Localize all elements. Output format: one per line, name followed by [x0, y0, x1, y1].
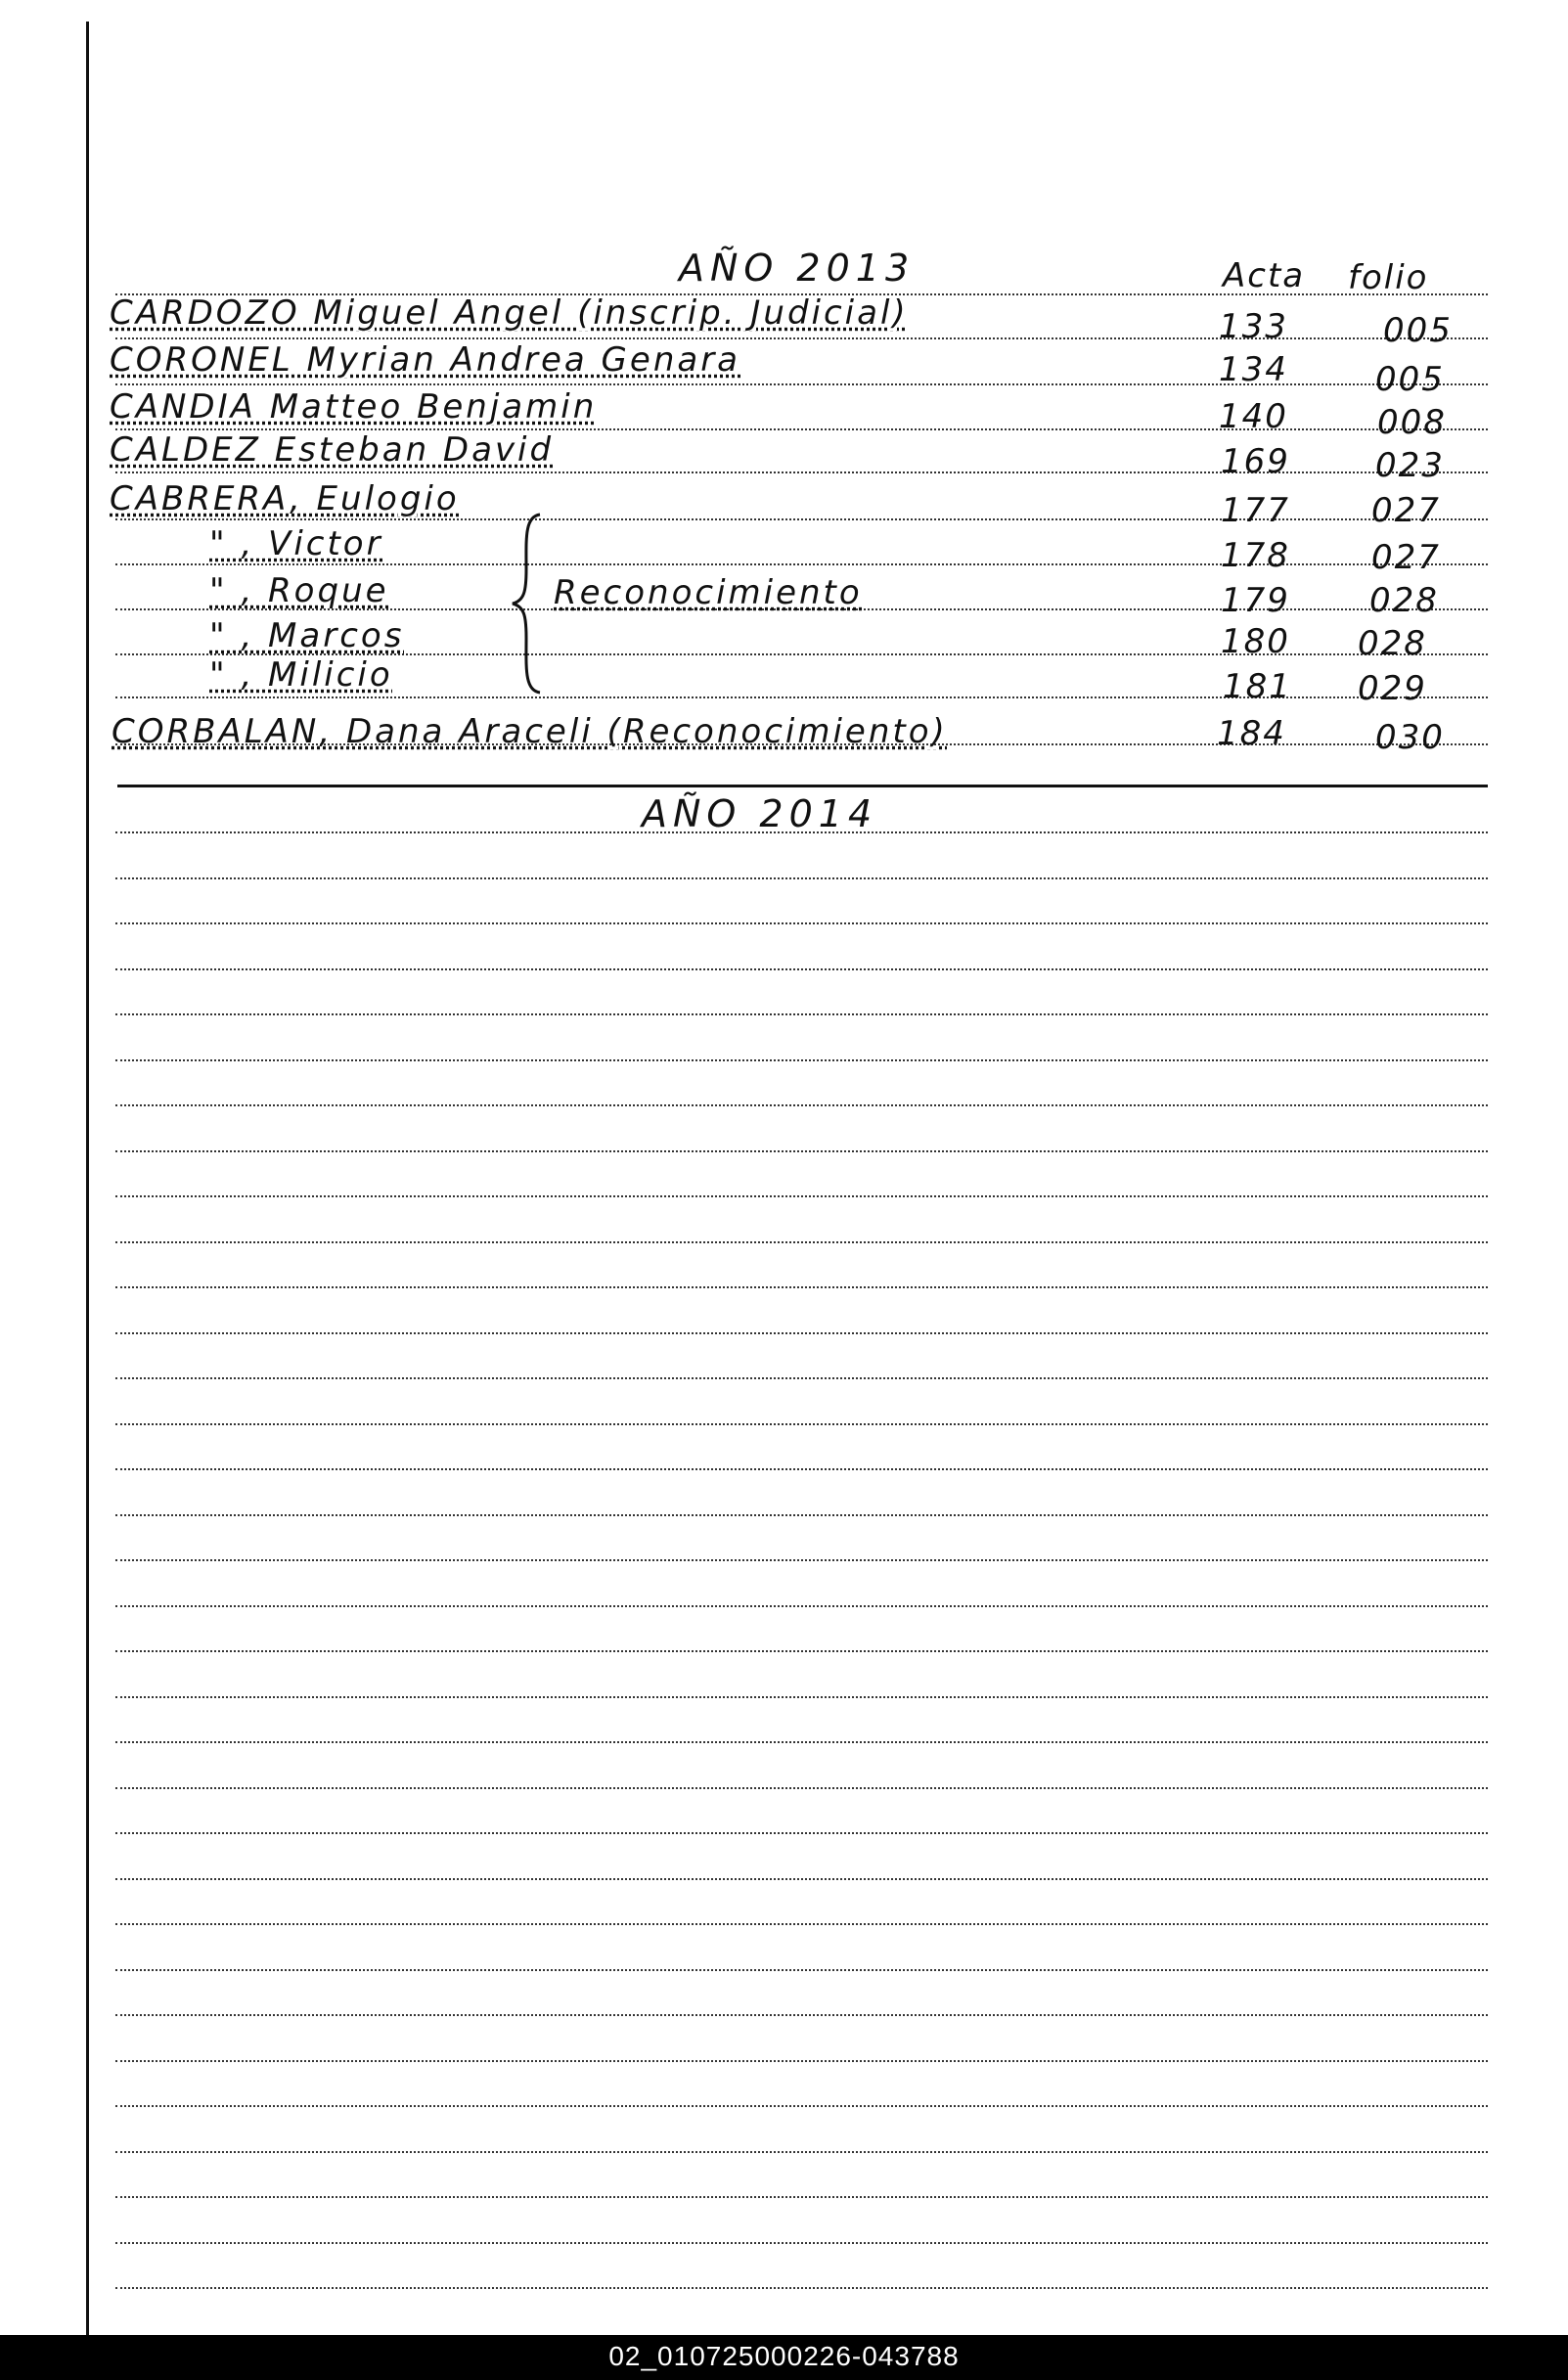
group-brace: [509, 511, 548, 696]
entry-name: CARDOZO Miguel Angel (inscrip. Judicial): [110, 293, 909, 333]
ruled-line: [115, 877, 1488, 879]
entry-name: " , Milicio: [209, 655, 393, 695]
ruled-line: [115, 2287, 1488, 2289]
entry-folio: 005: [1383, 311, 1453, 350]
ruled-line: [115, 1969, 1488, 1971]
ruled-line: [115, 1104, 1488, 1106]
entry-acta: 178: [1221, 536, 1290, 575]
entry-acta: 140: [1219, 397, 1288, 436]
ruled-line: [115, 1514, 1488, 1516]
heading-2013: AÑO 2013: [679, 247, 916, 290]
ruled-line: [115, 968, 1488, 970]
entry-acta: 134: [1219, 350, 1288, 389]
entry-acta: 180: [1221, 622, 1290, 661]
column-header-acta: Acta: [1223, 256, 1306, 295]
ruled-line: [115, 2196, 1488, 2198]
ruled-line: [115, 1741, 1488, 1743]
ruled-line: [115, 1423, 1488, 1425]
entry-folio: 027: [1371, 491, 1441, 530]
entry-acta: 181: [1223, 667, 1292, 706]
entry-acta: 179: [1221, 581, 1290, 620]
entry-name: CALDEZ Esteban David: [110, 430, 555, 470]
ruled-line: [115, 1059, 1488, 1061]
ruled-line: [115, 1923, 1488, 1925]
ruled-line: [115, 1559, 1488, 1561]
entry-acta: 177: [1221, 491, 1290, 530]
ruled-line: [115, 2105, 1488, 2107]
entry-folio: 028: [1369, 581, 1439, 620]
entry-acta: 133: [1219, 307, 1288, 346]
ruled-line: [115, 2151, 1488, 2153]
ruled-line: [115, 1696, 1488, 1698]
column-header-folio: folio: [1348, 258, 1429, 297]
entry-name: " , Roque: [209, 571, 389, 610]
entry-folio: 023: [1375, 446, 1445, 485]
ruled-line: [115, 1787, 1488, 1789]
section-divider: [117, 785, 1488, 787]
ruled-line: [115, 1468, 1488, 1470]
entry-name: CORBALAN, Dana Araceli (Reconocimiento): [112, 712, 948, 751]
entry-folio: 028: [1358, 624, 1427, 663]
entry-folio: 008: [1377, 403, 1447, 442]
heading-2014: AÑO 2014: [642, 792, 878, 835]
entry-name: CABRERA, Eulogio: [110, 479, 460, 518]
ruled-line: [115, 1650, 1488, 1652]
ruled-line: [115, 1195, 1488, 1197]
entry-name: " , Victor: [209, 524, 383, 563]
group-note: Reconocimiento: [554, 573, 863, 612]
ruled-line: [115, 1605, 1488, 1607]
margin-rule: [86, 22, 89, 2335]
ruled-line: [115, 2242, 1488, 2244]
entry-name: CORONEL Myrian Andrea Genara: [110, 340, 741, 380]
ruled-line: [115, 1332, 1488, 1334]
entry-folio: 029: [1358, 669, 1427, 708]
document-id: 02_010725000226-043788: [608, 2341, 960, 2371]
ruled-line: [115, 1832, 1488, 1834]
ruled-line: [115, 2060, 1488, 2062]
entry-folio: 030: [1375, 718, 1445, 757]
entry-folio: 005: [1375, 360, 1445, 399]
entry-acta: 184: [1217, 714, 1286, 753]
ruled-line: [115, 2014, 1488, 2016]
ruled-line: [115, 1377, 1488, 1379]
entry-folio: 027: [1371, 538, 1441, 577]
ruled-line: [115, 1878, 1488, 1880]
ruled-line: [115, 922, 1488, 924]
entry-name: " , Marcos: [209, 616, 405, 655]
entry-acta: 169: [1221, 442, 1290, 481]
entry-name: CANDIA Matteo Benjamin: [110, 387, 598, 427]
ruled-line: [115, 1286, 1488, 1288]
ruled-line: [115, 1241, 1488, 1243]
ruled-line: [115, 1013, 1488, 1015]
ruled-line: [115, 1150, 1488, 1152]
